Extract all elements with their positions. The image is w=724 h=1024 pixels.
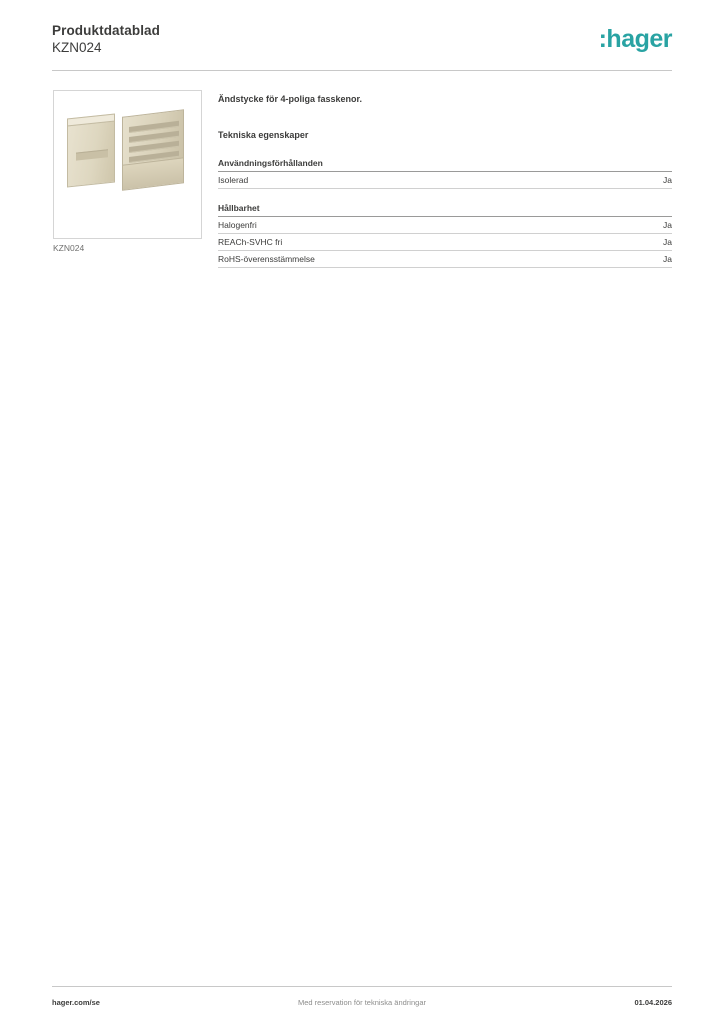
table-row — [218, 251, 672, 268]
footer-website-link[interactable]: hager.com/se — [52, 998, 100, 1007]
hager-logo: :hager — [598, 25, 672, 53]
spec-group-heading: Hållbarhet — [218, 203, 672, 217]
group-spacer — [218, 189, 672, 203]
page-title: Produktdatablad — [52, 23, 161, 38]
spec-group-usage-conditions — [218, 158, 672, 189]
spec-value: Ja — [663, 175, 672, 185]
spec-group-sustainability — [218, 203, 672, 268]
product-image — [53, 90, 202, 239]
spec-value: Ja — [663, 254, 672, 264]
footer-disclaimer: Med reservation för tekniska ändringar — [298, 998, 426, 1007]
end-cap-body — [67, 120, 115, 187]
technical-characteristics-title: Tekniska egenskaper — [218, 130, 309, 140]
footer-date: 01.04.2026 — [634, 998, 672, 1007]
header-titles — [52, 22, 160, 56]
table-row — [218, 234, 672, 251]
product-image-illustration — [54, 91, 201, 238]
table-row — [218, 172, 672, 189]
spec-group-heading: Användningsförhållanden — [218, 158, 672, 172]
product-details — [218, 94, 672, 268]
page-header — [52, 22, 672, 56]
spec-key: RoHS-överensstämmelse — [218, 254, 315, 264]
table-row — [218, 217, 672, 234]
spec-value: Ja — [663, 220, 672, 230]
spec-key: Halogenfri — [218, 220, 257, 230]
product-description: Ändstycke för 4-poliga fasskenor. — [218, 94, 363, 104]
header-divider — [52, 70, 672, 71]
spec-value: Ja — [663, 237, 672, 247]
spec-key: REACh-SVHC fri — [218, 237, 283, 247]
footer-divider — [52, 986, 672, 987]
page-footer — [52, 998, 672, 1007]
product-code-subtitle: KZN024 — [52, 40, 102, 55]
product-image-caption: KZN024 — [53, 243, 85, 253]
spec-key: Isolerad — [218, 175, 249, 185]
